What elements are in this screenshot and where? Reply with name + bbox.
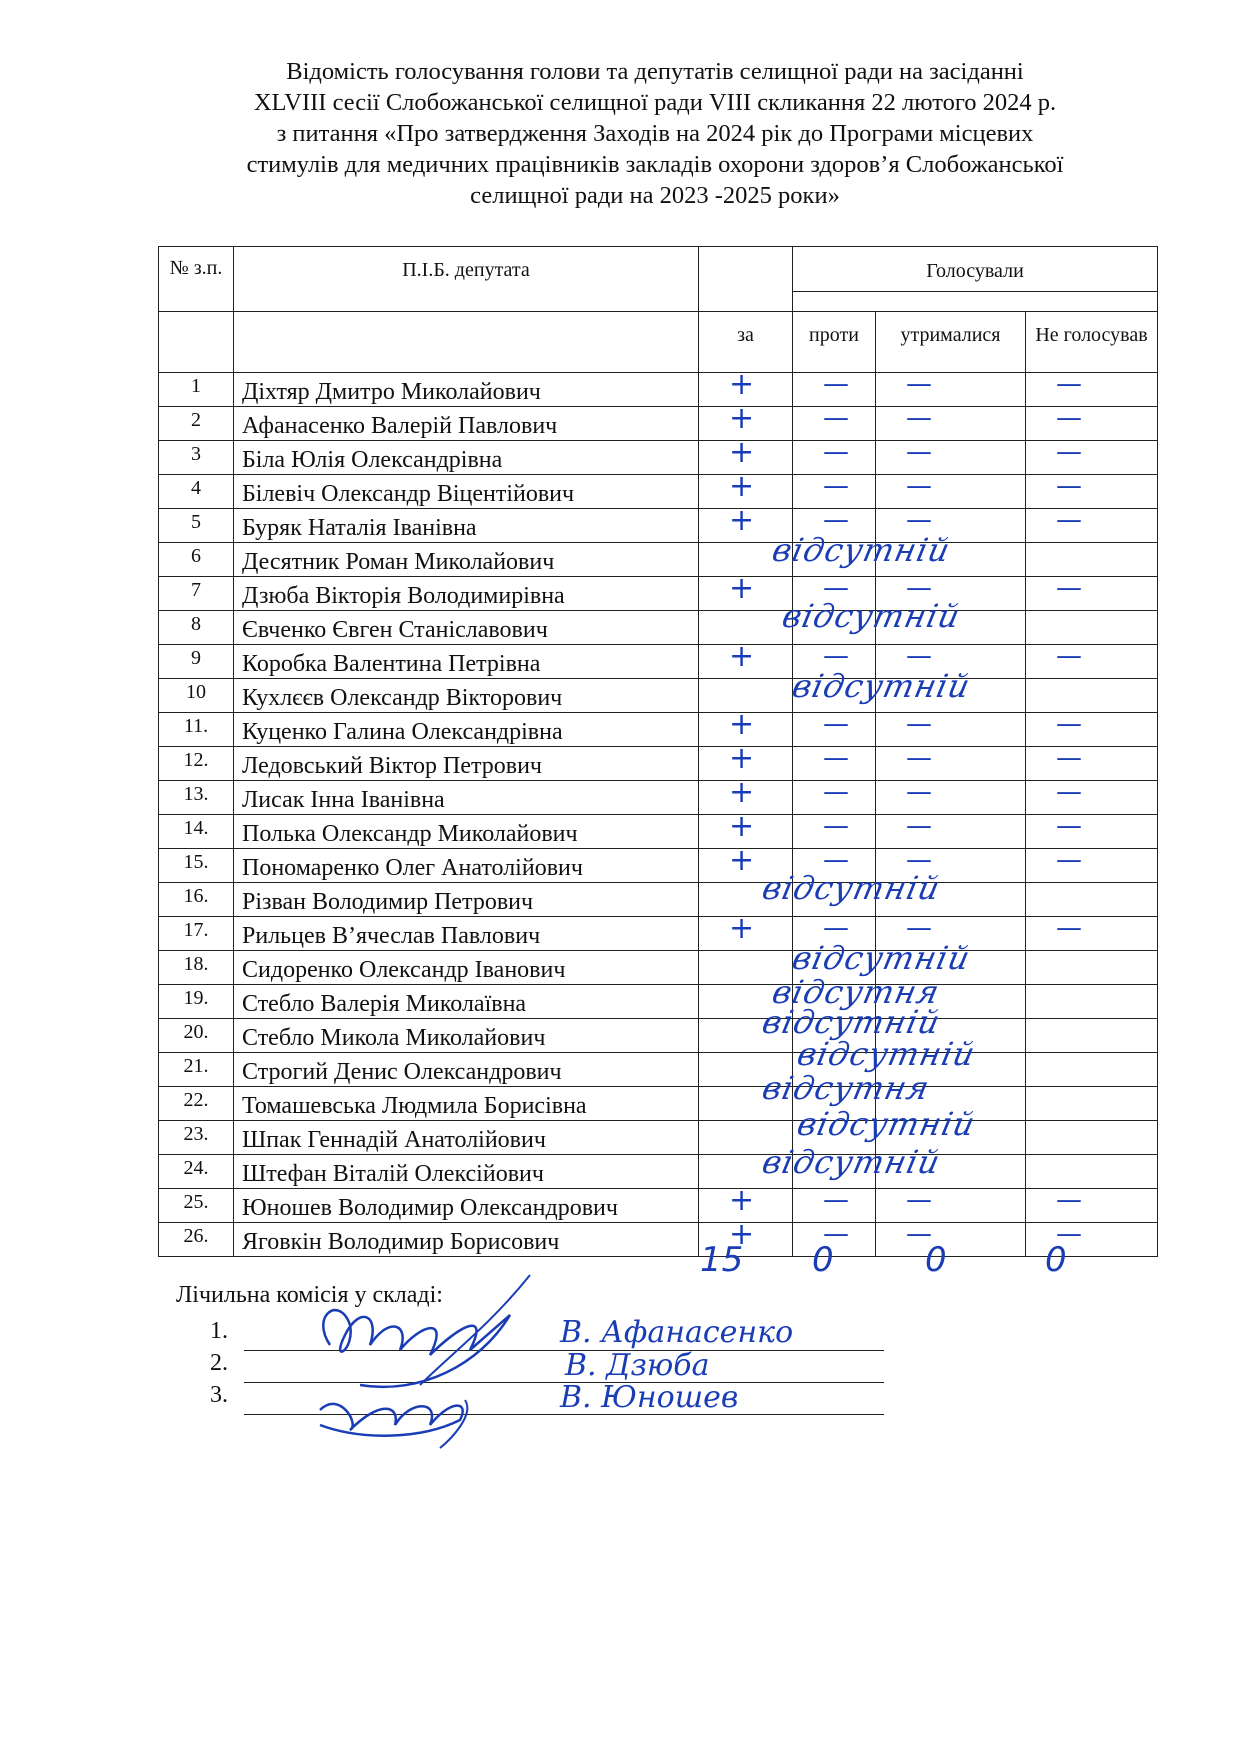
vote-abstained-cell [876,543,1026,577]
vote-for-mark: + [729,571,755,606]
vote-for-mark: + [729,809,755,844]
vote-against-mark: — [823,913,849,943]
table-row [159,849,1158,883]
table-row [159,611,1158,645]
vote-against-mark: — [823,437,849,467]
voting-table [158,246,1158,1257]
vote-against-cell [793,777,876,815]
vote-not-voted-cell [1026,709,1158,747]
title-line: Відомість голосування голови та депутатів селищної ради на засіданні [286,58,1024,85]
vote-for-cell [699,571,793,611]
vote-not-voted-cell [1026,951,1158,985]
table-row [159,781,1158,815]
table-row [159,1019,1158,1053]
vote-for-mark: + [729,503,755,538]
vote-not-voted-cell [1026,403,1158,441]
vote-against-cell [768,531,954,577]
row-number: 2 [159,407,234,441]
row-number: 15. [159,849,234,883]
row-number: 16. [159,883,234,917]
vote-for-mark: + [729,707,755,742]
deputy-name: Афанасенко Валерій Павлович [234,407,699,441]
header-spacer [699,247,793,312]
row-number: 5 [159,509,234,543]
row-number: 22. [159,1087,234,1121]
vote-for-mark: + [729,367,755,402]
vote-not-voted-cell [1026,641,1158,679]
vote-abstained-cell [876,777,1026,815]
vote-not-voted-mark: — [1056,845,1082,875]
vote-abstained-mark: — [906,573,932,603]
absent-note: відсутній [793,1035,979,1073]
vote-abstained-cell [876,437,1026,475]
table-row [159,509,1158,543]
total-abstained: 0 [925,1240,947,1280]
table-row [159,917,1158,951]
title-line: XLVIII сесії Слобожанської селищної ради VIII скликання 22 лютого 2024 р. [253,89,1057,116]
table-row [159,645,1158,679]
header-voted: Голосували [793,247,1158,292]
vote-not-voted-mark: — [1056,369,1082,399]
vote-not-voted-mark: — [1056,471,1082,501]
vote-against-mark: — [823,743,849,773]
vote-not-voted-mark: — [1056,913,1082,943]
deputy-name: Сидоренко Олександр Іванович [234,951,699,985]
vote-abstained-cell [876,743,1026,781]
table-row [159,407,1158,441]
absent-note: відсутній [778,597,964,635]
vote-against-mark: — [823,811,849,841]
deputy-name: Ледовський Віктор Петрович [234,747,699,781]
vote-abstained-cell [876,403,1026,441]
deputy-name: Строгий Денис Олександрович [234,1053,699,1087]
vote-for-cell [699,911,793,951]
vote-abstained-mark: — [906,369,932,399]
row-number: 3 [159,441,234,475]
vote-not-voted-mark: — [1056,437,1082,467]
vote-not-voted-cell [1026,743,1158,781]
deputy-name: Стебло Валерія Миколаївна [234,985,699,1019]
vote-abstained-mark: — [906,1219,932,1249]
table-row [159,815,1158,849]
deputy-name: Шпак Геннадій Анатолійович [234,1121,699,1155]
header-abstained: утрималися [876,312,1026,373]
vote-abstained-mark: — [906,1185,932,1215]
vote-against-mark: — [823,1219,849,1249]
header-deputy-name: П.І.Б. депутата [234,247,699,312]
vote-abstained-mark: — [906,403,932,433]
table-row [159,1223,1158,1257]
vote-against-mark: — [823,641,849,671]
row-number: 1 [159,373,234,407]
row-number: 13. [159,781,234,815]
row-number: 23. [159,1121,234,1155]
deputy-name: Коробка Валентина Петрівна [234,645,699,679]
vote-for-mark: + [729,775,755,810]
vote-not-voted-mark: — [1056,573,1082,603]
row-number: 14. [159,815,234,849]
vote-abstained-cell [876,369,1026,407]
vote-against-mark: — [823,471,849,501]
row-number: 10 [159,679,234,713]
vote-not-voted-cell [1026,471,1158,509]
vote-not-voted-mark: — [1056,505,1082,535]
deputy-name: Полька Олександр Миколайович [234,815,699,849]
deputy-name: Куценко Галина Олександрівна [234,713,699,747]
vote-against-cell [778,597,964,645]
deputy-name: Юношев Володимир Олександрович [234,1189,699,1223]
absent-note: відсутня [768,973,944,1011]
vote-against-mark: — [823,369,849,399]
row-number: 17. [159,917,234,951]
vote-not-voted-cell [1026,573,1158,611]
row-number: 19. [159,985,234,1019]
row-number: 21. [159,1053,234,1087]
commission-member-name: В. Дзюба [565,1348,710,1383]
vote-not-voted-mark: — [1056,1219,1082,1249]
vote-against-mark: — [823,777,849,807]
table-row [159,1121,1158,1155]
vote-against-mark: — [823,505,849,535]
vote-for-mark: + [729,1217,755,1252]
absent-note: відсутня [758,1069,934,1107]
deputy-name: Кухлєєв Олександр Вікторович [234,679,699,713]
row-number: 20. [159,1019,234,1053]
vote-for-mark: + [729,435,755,470]
table-row [159,577,1158,611]
vote-not-voted-mark: — [1056,641,1082,671]
vote-not-voted-cell [1026,985,1158,1019]
vote-against-cell [793,709,876,747]
vote-abstained-mark: — [906,913,932,943]
vote-against-cell [793,743,876,781]
vote-not-voted-cell [1026,845,1158,883]
header-for: за [699,312,793,373]
vote-abstained-cell [876,883,1026,917]
vote-against-cell [758,869,944,917]
deputy-name: Євченко Євген Станіславович [234,611,699,645]
table-row [159,883,1158,917]
vote-abstained-cell [876,811,1026,849]
vote-abstained-mark: — [906,743,932,773]
deputy-name: Лисак Інна Іванівна [234,781,699,815]
vote-against-cell [793,811,876,849]
table-row [159,1087,1158,1121]
deputy-name: Дзюба Вікторія Володимирівна [234,577,699,611]
table-row [159,951,1158,985]
vote-abstained-cell [876,1155,1026,1189]
title-line: з питання «Про затвердження Заходів на 2024 рік до Програми місцевих [276,120,1034,147]
handwritten-signature-3 [300,1370,520,1450]
vote-abstained-cell [876,611,1026,645]
vote-not-voted-cell [1026,1053,1158,1087]
row-number: 24. [159,1155,234,1189]
deputy-name: Яговкін Володимир Борисович [234,1223,699,1257]
vote-against-cell [793,1185,876,1223]
total-for: 15 [700,1240,744,1280]
vote-abstained-mark: — [906,811,932,841]
vote-abstained-mark: — [906,641,932,671]
vote-not-voted-cell [1026,1185,1158,1223]
total-not-voted: 0 [1045,1240,1067,1280]
vote-abstained-mark: — [906,505,932,535]
commission-number: 1. [210,1318,228,1344]
table-row [159,475,1158,509]
commission-number: 3. [210,1382,228,1408]
vote-for-mark: + [729,469,755,504]
table-row [159,713,1158,747]
deputy-name: Томашевська Людмила Борисівна [234,1087,699,1121]
vote-not-voted-cell [1026,611,1158,645]
row-number: 18. [159,951,234,985]
vote-against-cell [793,437,876,475]
vote-not-voted-mark: — [1056,811,1082,841]
vote-not-voted-cell [1026,913,1158,951]
vote-for-mark: + [729,401,755,436]
vote-not-voted-cell [1026,1155,1158,1189]
row-number: 4 [159,475,234,509]
vote-abstained-cell [876,1219,1026,1257]
table-row [159,747,1158,781]
vote-against-cell [758,1143,944,1189]
absent-note: відсутній [768,531,954,569]
row-number: 12. [159,747,234,781]
vote-not-voted-cell [1026,369,1158,407]
vote-not-voted-cell [1026,543,1158,577]
deputy-name: Білевіч Олександр Віцентійович [234,475,699,509]
vote-not-voted-mark: — [1056,709,1082,739]
deputy-name: Діхтяр Дмитро Миколайович [234,373,699,407]
total-against: 0 [812,1240,834,1280]
header-not-voted: Не голосував [1026,312,1158,373]
vote-abstained-mark: — [906,437,932,467]
table-row [159,1155,1158,1189]
row-number: 7 [159,577,234,611]
header-against: проти [793,312,876,373]
table-row [159,373,1158,407]
vote-not-voted-mark: — [1056,1185,1082,1215]
vote-abstained-mark: — [906,471,932,501]
vote-against-cell [793,471,876,509]
vote-against-cell [793,1219,876,1257]
vote-against-mark: — [823,403,849,433]
deputy-name: Штефан Віталій Олексійович [234,1155,699,1189]
vote-not-voted-mark: — [1056,743,1082,773]
vote-not-voted-mark: — [1056,403,1082,433]
row-number: 11. [159,713,234,747]
vote-against-mark: — [823,709,849,739]
table-row [159,441,1158,475]
vote-against-mark: — [823,845,849,875]
absent-note: відсутній [758,1143,944,1181]
vote-against-cell [793,369,876,407]
deputy-name: Біла Юлія Олександрівна [234,441,699,475]
vote-against-mark: — [823,573,849,603]
vote-against-cell [793,403,876,441]
absent-note: відсутній [758,869,944,907]
vote-not-voted-cell [1026,437,1158,475]
deputy-name: Пономаренко Олег Анатолійович [234,849,699,883]
row-number: 8 [159,611,234,645]
vote-abstained-cell [876,471,1026,509]
vote-for-mark: + [729,1183,755,1218]
table-row [159,1189,1158,1223]
deputy-name: Стебло Микола Миколайович [234,1019,699,1053]
deputy-name: Буряк Наталія Іванівна [234,509,699,543]
vote-not-voted-cell [1026,883,1158,917]
vote-abstained-mark: — [906,709,932,739]
title-line: селищної ради на 2023 -2025 роки» [470,182,840,209]
deputy-name: Рильцев В’ячеслав Павлович [234,917,699,951]
vote-for-mark: + [729,639,755,674]
table-row [159,679,1158,713]
row-number: 6 [159,543,234,577]
vote-abstained-mark: — [906,845,932,875]
vote-not-voted-cell [1026,505,1158,543]
vote-abstained-cell [876,1185,1026,1223]
table-row [159,985,1158,1019]
vote-against-mark: — [823,1185,849,1215]
vote-abstained-cell [876,679,1026,713]
commission-number: 2. [210,1350,228,1376]
table-row [159,1053,1158,1087]
absent-note: відсутній [788,939,974,977]
vote-abstained-mark: — [906,777,932,807]
header-number: № з.п. [159,247,234,312]
row-number: 26. [159,1223,234,1257]
vote-for-mark: + [729,911,755,946]
deputy-name: Різван Володимир Петрович [234,883,699,917]
vote-not-voted-cell [1026,1087,1158,1121]
vote-for-mark: + [729,843,755,878]
vote-for-mark: + [729,741,755,776]
absent-note: відсутній [793,1105,979,1143]
vote-for-cell [699,639,793,679]
absent-note: відсутній [788,667,974,705]
deputy-name: Десятник Роман Миколайович [234,543,699,577]
row-number: 9 [159,645,234,679]
title-line: стимулів для медичних працівників закладів охорони здоров’я Слобожанської [246,151,1064,178]
commission-member-name: В. Юношев [560,1380,739,1415]
absent-note: відсутній [758,1003,944,1041]
commission-member-name: В. Афанасенко [560,1315,794,1350]
vote-not-voted-cell [1026,1019,1158,1053]
vote-abstained-cell [876,709,1026,747]
table-row [159,543,1158,577]
vote-not-voted-cell [1026,1121,1158,1155]
document-title [150,56,1160,211]
commission-label: Лічильна комісія у складі: [176,1282,443,1308]
vote-not-voted-cell [1026,679,1158,713]
vote-against-cell [788,667,974,713]
vote-not-voted-cell [1026,811,1158,849]
row-number: 25. [159,1189,234,1223]
vote-not-voted-mark: — [1056,777,1082,807]
vote-not-voted-cell [1026,777,1158,815]
